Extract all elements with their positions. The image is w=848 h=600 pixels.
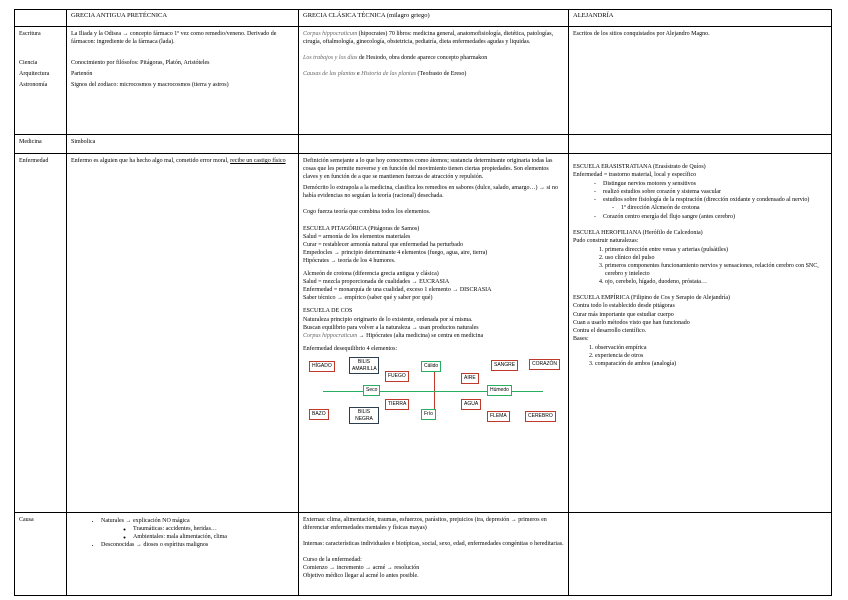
cell-enfermedad-alejandria	[569, 154, 832, 513]
header-grecia-antigua: GRECIA ANTIGUA PRETÉCNICA	[67, 10, 299, 27]
emp-title: ESCUELA EMPÍRICA (Filipino de Cos y Serapio de Alejandría)	[573, 295, 730, 302]
para-atomos: Definición semejante a lo que hoy conocemos como átomos; sustancia determinante originaria todas las cosas que les permite moverse y en función del movimiento tienen ciertas propiedades. Son elementos claves y en función de a que se mantienen fuerzas de atracción y repulsión.	[303, 158, 553, 181]
box-humedo: Húmedo	[487, 385, 512, 396]
emp-item: 1. observación empírica	[595, 344, 827, 352]
label-arquitectura: Arquitectura	[19, 71, 50, 77]
header-alejandria: ALEJANDRÍA	[569, 10, 832, 27]
para-corpus	[303, 30, 564, 46]
era-title: ESCUELA ERASISTRATIANA (Erasístrato de Quíos)	[573, 164, 706, 170]
era-item: - estudios sobre fisiología de la respiración (dirección oxidante y condensado al nervio)	[603, 196, 827, 204]
emp-item: 2. experiencia de otros	[595, 352, 827, 360]
label-astronomia: Astronomía	[19, 82, 48, 88]
labels-escritura	[15, 27, 67, 135]
her-list	[573, 246, 827, 286]
causa-curso: Curso de la enfermedad:	[303, 557, 362, 564]
cell-enfermedad-clasica	[299, 154, 569, 513]
pit-line: Hipócrates → teoría de los 4 humores.	[303, 257, 396, 264]
hesiodo-title: Los trabajos y los días	[303, 55, 358, 62]
emp-list	[573, 344, 827, 368]
causa-sublist	[71, 525, 294, 541]
box-bazo: BAZO	[309, 409, 329, 420]
label-medicina: Medicina	[15, 135, 67, 154]
box-higado: HÍGADO	[309, 361, 335, 372]
box-sangre: SANGRE	[491, 360, 518, 371]
cell-causa-antigua	[67, 513, 299, 596]
cell-causa-clasica	[299, 513, 569, 596]
her-intro: Pudo construir naturalezas:	[573, 237, 639, 244]
emp-line: Cuan a usarlo métodos visto que han funcionado	[573, 319, 690, 326]
humors-diagram	[303, 357, 565, 425]
pit-heading	[303, 225, 564, 233]
row-causa	[15, 513, 832, 596]
her-item: 4. ojo, cerebelo, hígado, duodeno, próstata…	[605, 278, 827, 286]
cell-medicina-alejandria	[569, 135, 832, 154]
row-medicina	[15, 135, 832, 154]
era-item: - Corazón centro energía del flujo sangre (antes cerebro)	[603, 213, 827, 221]
emp-line: Contra todo lo establecido desde pitágoras	[573, 303, 675, 310]
box-frio: Frío	[421, 409, 436, 420]
para-teofrasto	[303, 70, 564, 78]
causa-internas: Internas: características individuales e biotípicas, social, sexo, edad, enfermedades congénitas o hereditarias.	[303, 541, 564, 548]
box-cerebro: CEREBRO	[525, 411, 556, 422]
emp-item: 3. comparación de ambos (analogía)	[595, 360, 827, 368]
text-zodiaco: Signos del zodiaco: microcosmos y macrocosmos (tierra y astros)	[71, 82, 229, 88]
box-fuego: FUEGO	[385, 371, 409, 382]
row-enfermedad	[15, 154, 832, 513]
corpus-title: Corpus hippocraticum	[303, 31, 358, 37]
causa-subitem: ◦ Ambientales: mala alimentación, clima	[133, 533, 294, 541]
cell-escritura-antigua	[67, 27, 299, 135]
box-corazon: CORAZÓN	[529, 359, 560, 370]
causa-fases: Comienzo → incremento → acmé → resolución	[303, 565, 420, 572]
notes-table-page	[14, 9, 832, 579]
emp-bases: Bases:	[573, 335, 589, 342]
text-partenon: Partenón	[71, 71, 93, 77]
header-grecia-clasica: GRECIA CLÁSICA TÉCNICA (milagro griego)	[299, 10, 569, 27]
label-enfermedad: Enfermedad	[15, 154, 67, 513]
pit-line: Salud = armonía de los elementos materiales	[303, 233, 411, 240]
alc-line: Alcmeón de crotona (diferencia grecia antigua y clásica)	[303, 271, 439, 278]
header-empty	[15, 10, 67, 27]
era-item: - Distingue nervios motores y sensitivos	[603, 180, 827, 188]
para-teoria: Cogo fuerza teoría que combina todos los elementos.	[303, 209, 431, 216]
causas-title: Causas de las plantas	[303, 71, 356, 78]
causa-item: • Desconocidas → dioses o espíritus malignos	[101, 541, 294, 549]
her-item: 3. primeros componentes funcionamiento nervios y sensaciones, relación cerebro con SNC, cerebro y intelecto	[605, 262, 827, 278]
causa-externas: Externas: clima, alimentación, traumas, esfuerzos, parásitos, prejuicios (ira, depresión → primeros en diferenciar enfermedades mentales y físicas mayas)	[303, 517, 547, 532]
cos-tail: → Hipócrates (alta medicina) se centra en medicina	[358, 332, 484, 339]
cell-enfermedad-antigua	[67, 154, 299, 513]
cell-medicina-antigua: Simbolica	[67, 135, 299, 154]
pit-sub: (Pitágoras de Samos)	[368, 225, 420, 232]
pit-line: Empedocles → principio determinante 4 elementos (fuego, agua, aire, tierra)	[303, 249, 488, 256]
cos-corpus: Corpus hippocraticum	[303, 332, 358, 339]
era-list	[573, 180, 827, 220]
label-ciencia: Ciencia	[19, 60, 38, 66]
para-hesiodo	[303, 54, 564, 62]
label-escritura: Escritura	[19, 31, 41, 37]
box-aire: AIRE	[461, 373, 479, 384]
era-intro: Enfermedad = trastorno material, local y específico	[573, 172, 697, 179]
alc-line: Saber técnico → empírico (saber qué y saber por qué)	[303, 295, 433, 302]
comparison-table	[14, 9, 832, 596]
teofrasto-text: (Teofrasto de Ereso)	[417, 71, 467, 78]
emp-line: Contra el desarrollo científico.	[573, 327, 647, 334]
text-ciencia: Conocimiento por filósofos: Pitágoras, Platón, Aristóteles	[71, 60, 210, 66]
causas-conj: e	[357, 71, 360, 78]
cos-title: ESCUELA DE COS	[303, 308, 353, 315]
causa-list-2	[71, 541, 294, 549]
cell-causa-alejandria	[569, 513, 832, 596]
pit-title: ESCUELA PITAGÓRICA	[303, 225, 367, 232]
text-iliada: La Iliada y la Odisea → concepto fármaco 1º vez como remedio/veneno. Derivado de fármacon: ingrediente de la fármaca (lada).	[71, 31, 277, 46]
her-item: 1. primera dirección entre venas y arterias (pulsátiles)	[605, 246, 827, 254]
cell-escritura-alejandria: Escritos de los sitios conquistados por Alejandro Magno.	[569, 27, 832, 135]
cos-corpus-line	[303, 332, 564, 340]
emp-line: Curar más importante que estudiar cuerpo	[573, 311, 674, 318]
label-causa: Causa	[15, 513, 67, 596]
historia-title: Historia de las plantas	[361, 71, 417, 78]
cell-escritura-clasica	[299, 27, 569, 135]
causa-objetivo: Objetivo médico llegar al acmé lo antes posible.	[303, 573, 419, 580]
para-democrito: Demócrito lo extrapola a la medicina, clasifica los remedios en sabores (dulce, salado, amargo…) → si no había evidencias no seguían la teoría (racional) desechada.	[303, 185, 558, 200]
cos-line: Naturaleza principio originario de lo existente, ordenada por sí misma.	[303, 316, 473, 323]
causa-subitem: ◦ Traumáticas: accidentes, heridas…	[133, 525, 294, 533]
box-bilis-amarilla: BILIS AMARILLA	[349, 357, 379, 375]
box-bilis-negra: BILIS NEGRA	[349, 407, 379, 425]
cos-last: Enfermedad desequilibrio 4 elementos:	[303, 345, 398, 352]
cell-medicina-clasica	[299, 135, 569, 154]
era-item: - realizó estudios sobre corazón y sistema vascular	[603, 188, 827, 196]
enfermo-text: Enfermo es alguien que ha hecho algo mal, cometido error moral,	[71, 158, 229, 164]
alc-line: Salud = mezcla proporcionada de cualidades → EUCRASIA	[303, 279, 450, 286]
cos-line: Buscan equilibrio para volver a la naturaleza → usan productos naturales	[303, 324, 479, 331]
header-row	[15, 10, 832, 27]
box-tierra: TIERRA	[385, 399, 409, 410]
box-agua: AGUA	[461, 399, 481, 410]
box-calido: Cálido	[421, 361, 441, 372]
hesiodo-text: de Hesiodo, obra donde aparece concepto pharmakon	[358, 55, 488, 62]
row-escritura	[15, 27, 832, 135]
castigo-text: recibe un castigo físico	[230, 158, 286, 164]
era-subitem: - 1º dirección Alcmeón de crotona	[621, 204, 827, 212]
her-item: 2. uso clínico del pulso	[605, 254, 827, 262]
alc-line: Enfermedad = monarquía de una cualidad, exceso 1 elemento → DISCRASIA	[303, 287, 492, 294]
box-flema: FLEMA	[487, 411, 510, 422]
corpus-text: (hipocrates) 70 libros: medicina general, anatomofisiología, dietética, patologías, cirugía, oftalmología, ginecología, obstetricia, pediatría, dieta enfermedades agudas y liquidas.	[303, 31, 554, 46]
box-seco: Seco	[363, 385, 380, 396]
her-title: ESCUELA HEROFILIANA (Herófilo de Calcedonia)	[573, 229, 703, 236]
pit-line: Curar = restablecer armonía natural que enfermedad ha perturbado	[303, 241, 463, 248]
causa-list	[71, 517, 294, 525]
causa-item: • Naturales → explicación NO mágica	[101, 517, 294, 525]
